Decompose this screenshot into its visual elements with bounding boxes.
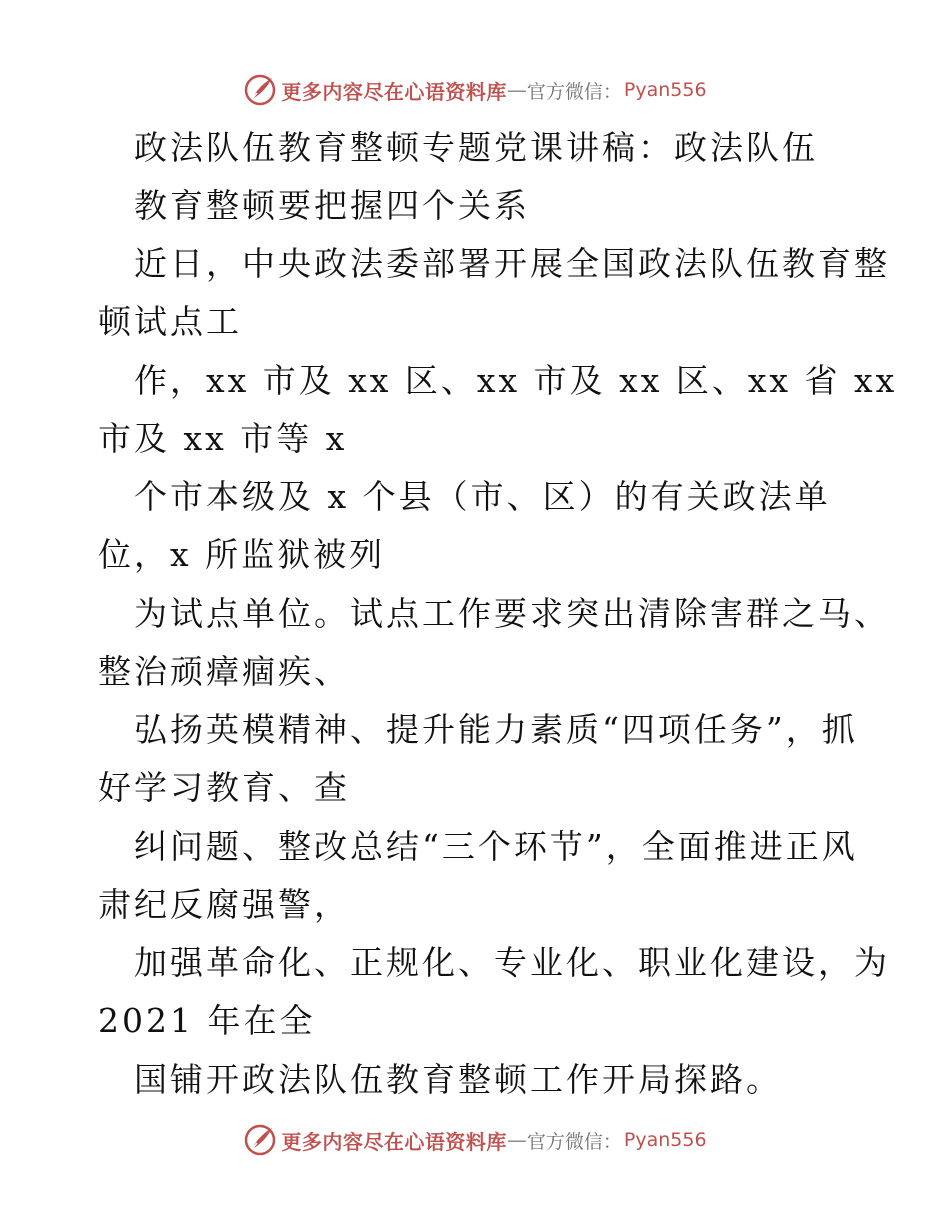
banner-dash: —	[506, 1128, 527, 1152]
paragraph-line: 好学习教育、查	[98, 768, 350, 807]
paragraph-line: 2021 年在全	[98, 1001, 316, 1040]
header-watermark-banner	[0, 70, 950, 110]
paragraph-line: 顿试点工	[98, 302, 242, 341]
paragraph-line: 个市本级及 x 个县（市、区）的有关政法单	[134, 477, 831, 516]
footer-watermark-banner	[0, 1120, 950, 1160]
banner-dash: —	[506, 78, 527, 102]
paragraph-line: 为试点单位。试点工作要求突出清除害群之马、	[134, 594, 890, 633]
title-line-1: 政法队伍教育整顿专题党课讲稿：政法队伍	[134, 128, 818, 167]
paragraph-line: 整治顽瘴痼疾、	[98, 652, 350, 691]
banner-official-label: 官方微信：	[526, 80, 622, 103]
banner-account: Pyan556	[623, 1129, 707, 1151]
banner-account: Pyan556	[623, 79, 707, 101]
quill-logo-icon	[243, 1123, 277, 1157]
paragraph-line: 加强革命化、正规化、专业化、职业化建设，为	[134, 943, 890, 982]
quill-logo-icon	[243, 73, 277, 107]
banner-slogan: 更多内容尽在心语资料库	[281, 79, 507, 104]
paragraph-line: 近日，中央政法委部署开展全国政法队伍教育整	[134, 244, 890, 283]
paragraph-line: 市及 xx 市等 x	[98, 419, 348, 458]
paragraph-line: 弘扬英模精神、提升能力素质“四项任务”，抓	[134, 710, 858, 749]
title-line-2: 教育整顿要把握四个关系	[134, 186, 530, 225]
banner-slogan: 更多内容尽在心语资料库	[281, 1129, 507, 1154]
paragraph-line: 纠问题、整改总结“三个环节”，全面推进正风	[134, 827, 858, 866]
paragraph-line: 位，x 所监狱被列	[98, 535, 386, 574]
banner-official-label: 官方微信：	[526, 1130, 622, 1153]
paragraph-line: 肃纪反腐强警，	[98, 885, 350, 924]
paragraph-line: 国铺开政法队伍教育整顿工作开局探路。	[134, 1060, 782, 1099]
paragraph-line: 作，xx 市及 xx 区、xx 市及 xx 区、xx 省 xx	[134, 361, 898, 400]
